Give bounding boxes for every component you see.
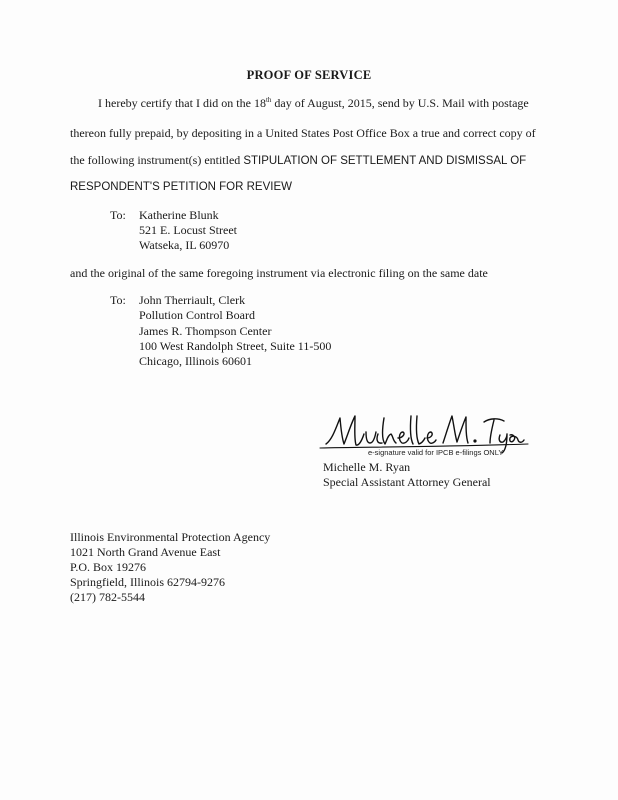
paragraph-line-1-start: I hereby certify that I did on the 18 bbox=[98, 96, 266, 110]
agency-line: (217) 782-5544 bbox=[70, 590, 145, 604]
signer-title: Special Assistant Attorney General bbox=[323, 475, 491, 489]
e-signature-note: e-signature valid for IPCB e-filings ONLY bbox=[368, 448, 504, 457]
paragraph-line-1-end: day of August, 2015, send by U.S. Mail with postage bbox=[271, 96, 529, 110]
paragraph-line-1 bbox=[98, 96, 529, 111]
paragraph-line-3-start: the following instrument(s) entitled bbox=[70, 153, 244, 167]
instrument-title-part-2: RESPONDENT'S PETITION FOR REVIEW bbox=[70, 181, 292, 193]
agency-line: 1021 North Grand Avenue East bbox=[70, 545, 221, 559]
recipient-1-to-label: To: bbox=[110, 208, 126, 222]
paragraph-line-3 bbox=[70, 153, 526, 168]
ordinal-suffix: th bbox=[265, 96, 272, 104]
agency-line: Illinois Environmental Protection Agency bbox=[70, 530, 271, 544]
agency-line: Springfield, Illinois 62794-9276 bbox=[70, 575, 225, 589]
paragraph-line-2: thereon fully prepaid, by depositing in a United States Post Office Box a true and correct copy of bbox=[70, 126, 536, 140]
recipient-2-line: John Therriault, Clerk bbox=[139, 293, 246, 307]
signer-name: Michelle M. Ryan bbox=[323, 460, 411, 474]
document-title: PROOF OF SERVICE bbox=[246, 68, 372, 82]
recipient-2-line: Chicago, Illinois 60601 bbox=[139, 354, 252, 368]
recipient-1-line: Katherine Blunk bbox=[139, 208, 219, 222]
recipient-2-to-label: To: bbox=[110, 293, 126, 307]
recipient-1-line: 521 E. Locust Street bbox=[139, 223, 237, 237]
recipient-1-line: Watseka, IL 60970 bbox=[139, 238, 230, 252]
recipient-2-line: 100 West Randolph Street, Suite 11-500 bbox=[139, 339, 332, 353]
agency-line: P.O. Box 19276 bbox=[70, 560, 147, 574]
recipient-2-line: Pollution Control Board bbox=[139, 308, 256, 322]
instrument-title-part-1: STIPULATION OF SETTLEMENT AND DISMISSAL OF bbox=[243, 155, 527, 167]
recipient-2-line: James R. Thompson Center bbox=[139, 324, 272, 338]
paragraph-2: and the original of the same foregoing instrument via electronic filing on the same date bbox=[70, 266, 488, 280]
